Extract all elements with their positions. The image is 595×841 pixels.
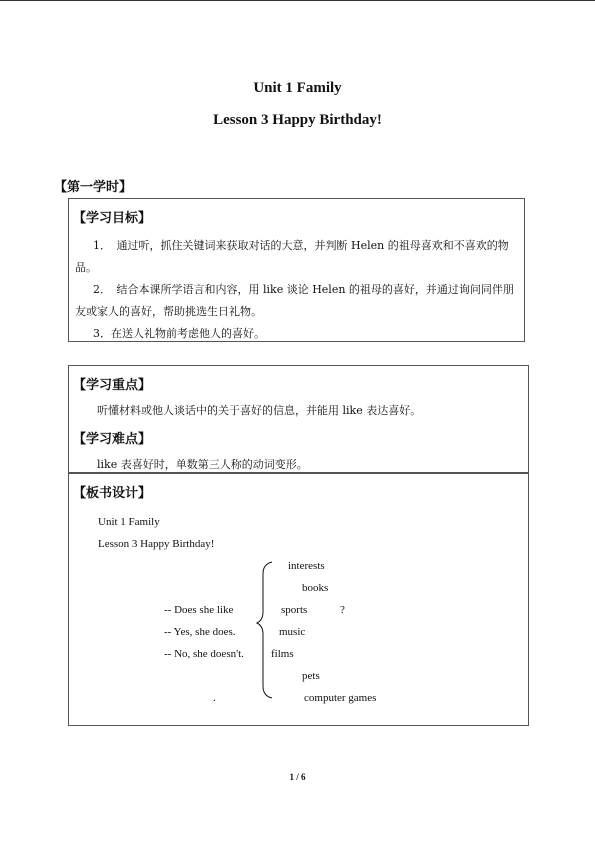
objective-item-3: 3．在送人礼物前考虑他人的喜好。 — [93, 327, 265, 340]
board-item-films: films — [271, 648, 294, 660]
board-item-sports: sports — [281, 604, 308, 616]
board-question: -- Does she like — [164, 604, 234, 616]
board-unit: Unit 1 Family — [98, 516, 160, 528]
difficulties-heading: 【学习难点】 — [73, 432, 152, 447]
board-dot: . — [213, 692, 216, 704]
key-points-heading: 【学习重点】 — [73, 378, 152, 393]
board-item-music: music — [279, 626, 306, 638]
board-item-books: books — [302, 582, 329, 594]
board-question-mark: ? — [340, 604, 345, 616]
page-number: 1 / 6 — [289, 772, 306, 782]
brace-icon — [255, 560, 275, 700]
board-item-computer-games: computer games — [304, 692, 377, 704]
board-lesson: Lesson 3 Happy Birthday! — [98, 538, 215, 550]
board-answer-yes: -- Yes, she does. — [164, 626, 236, 638]
objectives-heading: 【学习目标】 — [73, 211, 152, 226]
key-points-text: 听懂材料或他人谈话中的关于喜好的信息，并能用 like 表达喜好。 — [97, 404, 422, 417]
top-rule — [0, 0, 595, 1]
board-design-box — [68, 473, 529, 726]
objectives-box — [68, 198, 525, 342]
unit-title: Unit 1 Family — [253, 80, 342, 96]
difficulties-text: like 表喜好时，单数第三人称的动词变形。 — [97, 458, 308, 471]
board-item-interests: interests — [288, 560, 325, 572]
section-label: 【第一学时】 — [54, 180, 133, 195]
lesson-title: Lesson 3 Happy Birthday! — [213, 112, 382, 128]
objective-item-2: 2． 结合本课所学语言和内容，用 like 谈论 Helen 的祖母的喜好，并通过询问同伴朋友或家人的喜好，帮助挑选生日礼物。 — [75, 283, 514, 318]
key-points-box — [68, 365, 529, 473]
objective-item-1: 1． 通过听，抓住关键词来获取对话的大意，并判断 Helen 的祖母喜欢和不喜欢的物品。 — [75, 239, 509, 274]
board-item-pets: pets — [302, 670, 320, 682]
board-answer-no: -- No, she doesn't. — [164, 648, 244, 660]
board-heading: 【板书设计】 — [73, 486, 152, 501]
